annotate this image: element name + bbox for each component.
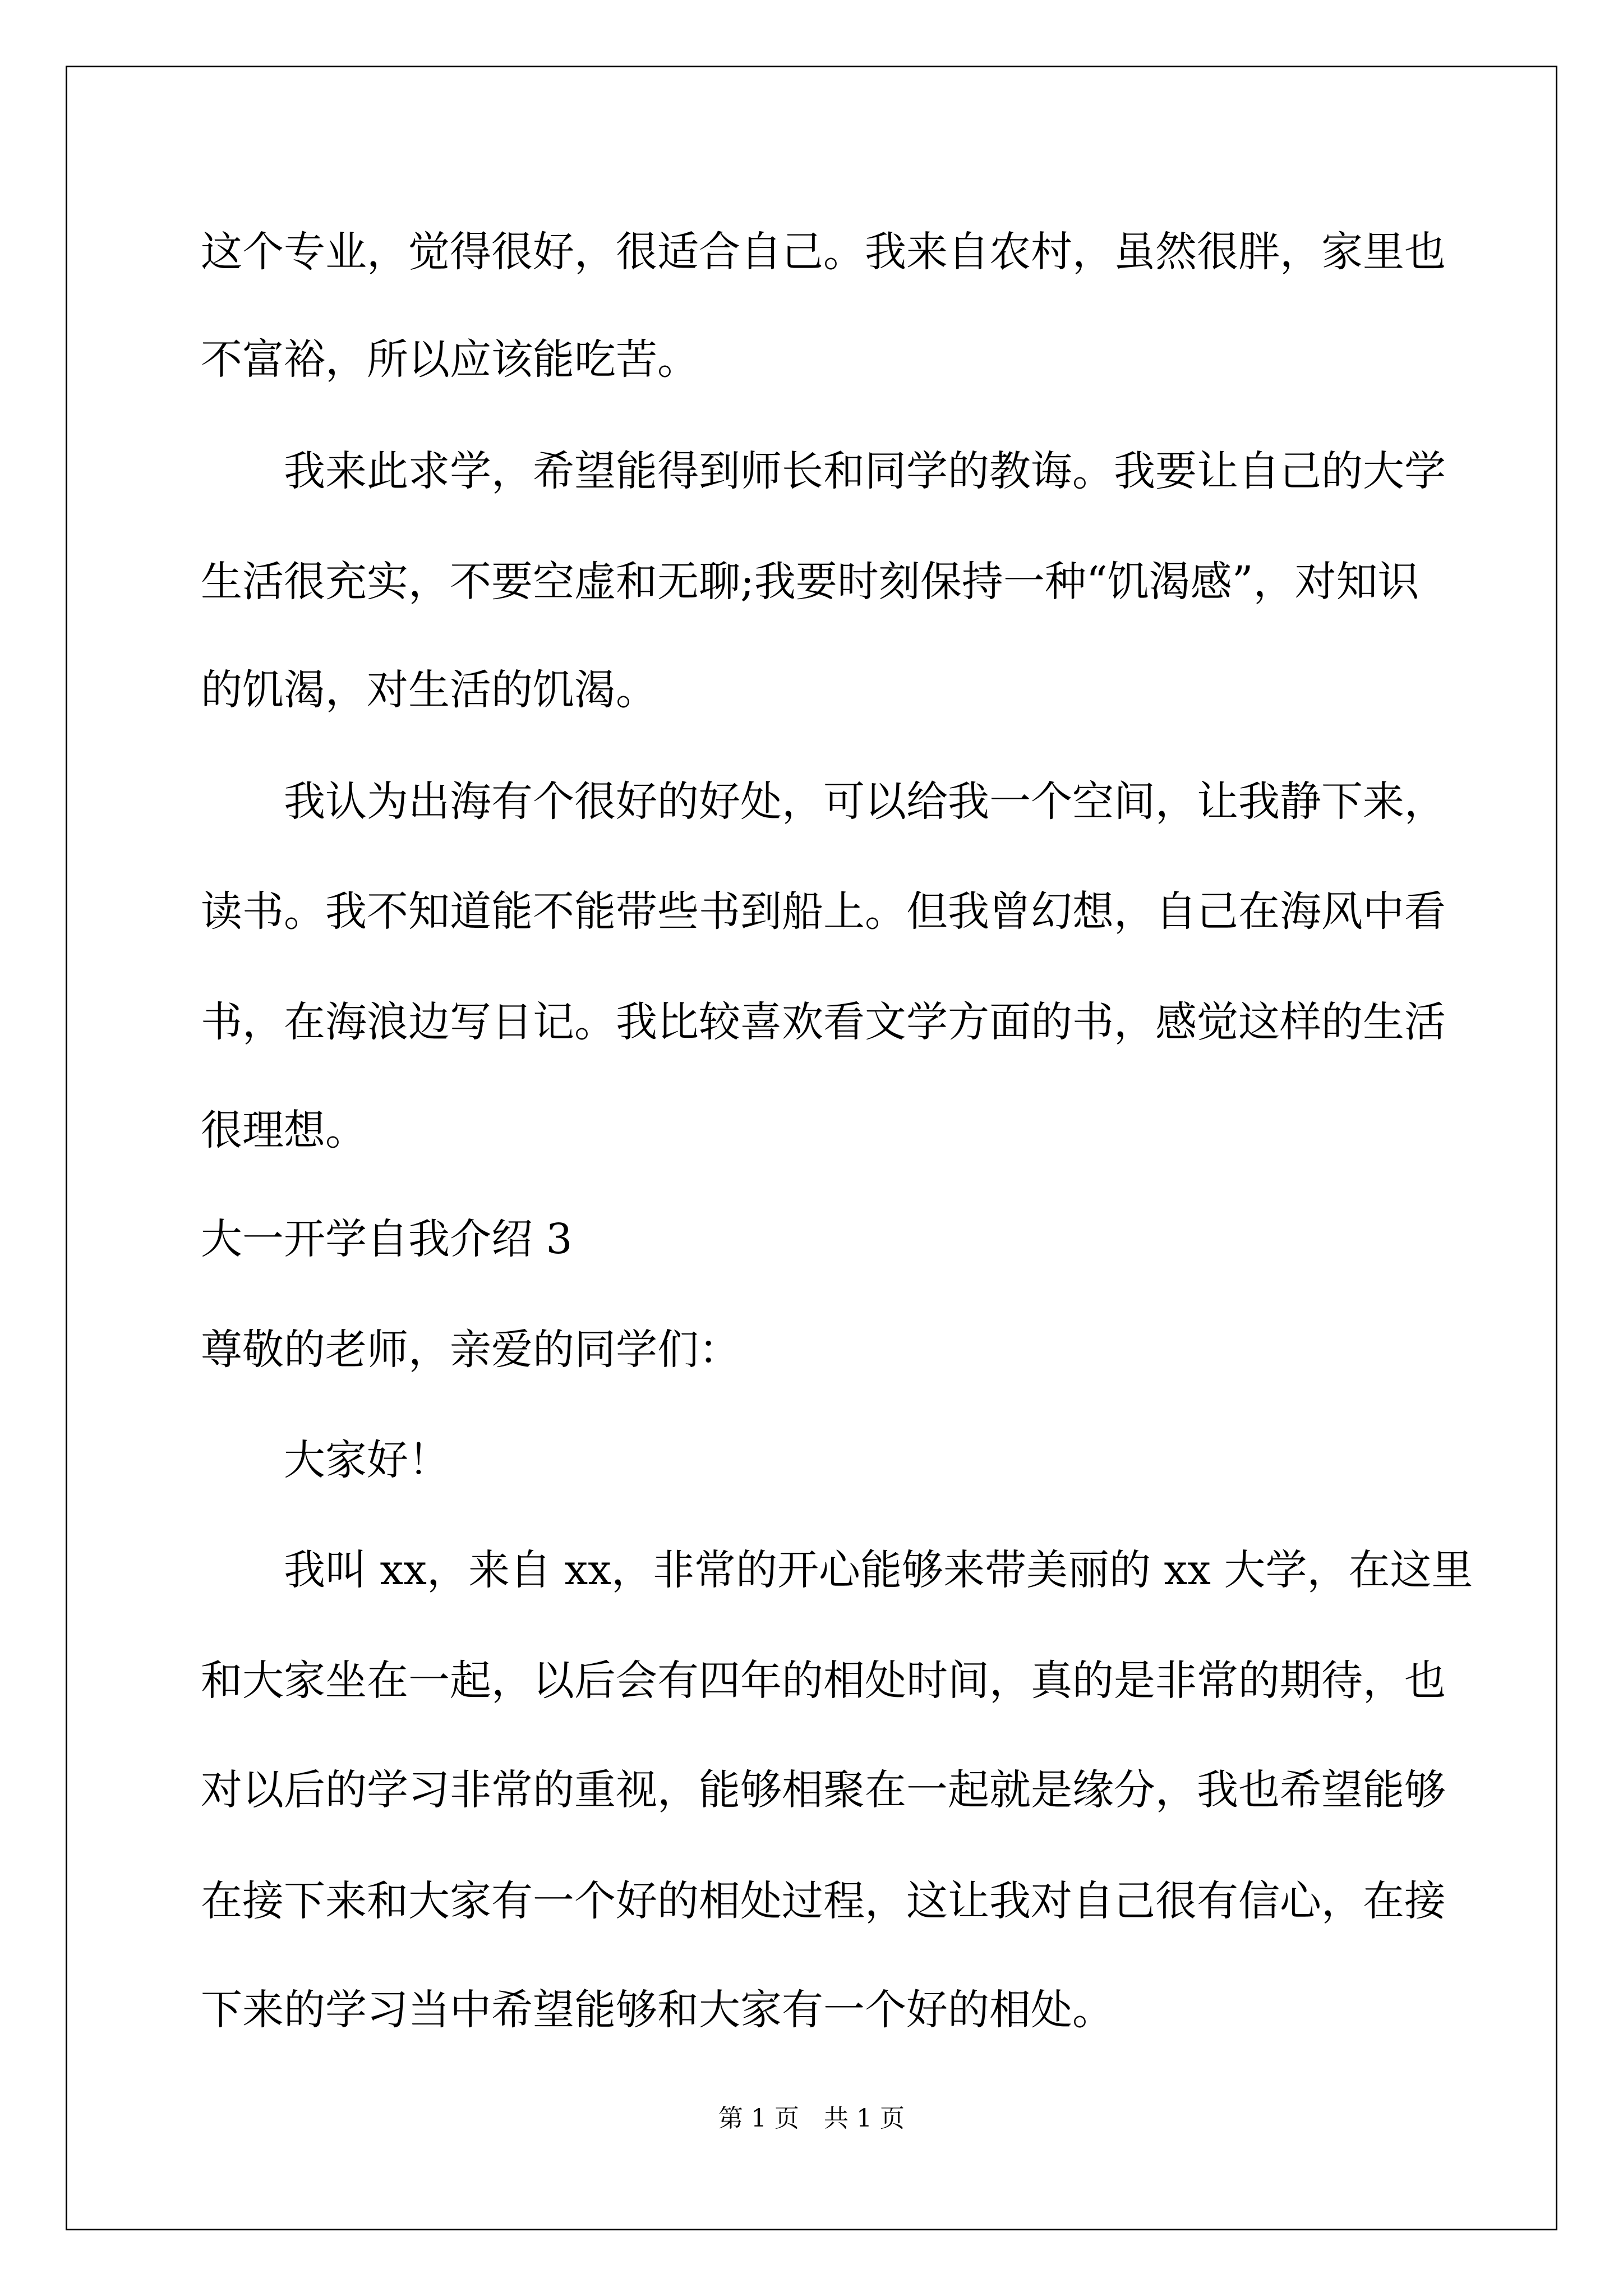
text-line-16: 在接下来和大家有一个好的相处过程，这让我对自己很有信心，在接 (201, 1877, 1446, 1925)
greeting: 大家好！ (201, 1436, 450, 1484)
text-line-1: 这个专业，觉得很好，很适合自己。我来自农村，虽然很胖，家里也 (201, 228, 1446, 276)
text-line-14: 和大家坐在一起，以后会有四年的相处时间，真的是非常的期待，也 (201, 1657, 1446, 1705)
salutation: 尊敬的老师，亲爱的同学们： (201, 1326, 740, 1374)
text-line-9: 很理想。 (201, 1106, 367, 1154)
text-line-3: 我来此求学，希望能得到师长和同学的教诲。我要让自己的大学 (201, 447, 1446, 495)
text-line-4: 生活很充实，不要空虚和无聊;我要时刻保持一种“饥渴感”，对知识 (201, 558, 1419, 606)
text-line-5: 的饥渴，对生活的饥渴。 (201, 666, 657, 714)
text-line-7: 读书。我不知道能不能带些书到船上。但我曾幻想，自己在海风中看 (201, 887, 1446, 936)
text-line-15: 对以后的学习非常的重视，能够相聚在一起就是缘分，我也希望能够 (201, 1766, 1446, 1814)
text-line-2: 不富裕，所以应该能吃苦。 (201, 335, 699, 384)
text-line-6: 我认为出海有个很好的好处，可以给我一个空间，让我静下来， (201, 777, 1446, 826)
text-line-17: 下来的学习当中希望能够和大家有一个好的相处。 (201, 1986, 1114, 2034)
text-line-13: 我叫 xx，来自 xx，非常的开心能够来带美丽的 xx 大学，在这里 (201, 1546, 1473, 1594)
text-line-8: 书，在海浪边写日记。我比较喜欢看文学方面的书，感觉这样的生活 (201, 998, 1446, 1046)
section-heading: 大一开学自我介绍 3 (201, 1215, 573, 1263)
page-footer: 第 1 页 共 1 页 (718, 2104, 905, 2133)
